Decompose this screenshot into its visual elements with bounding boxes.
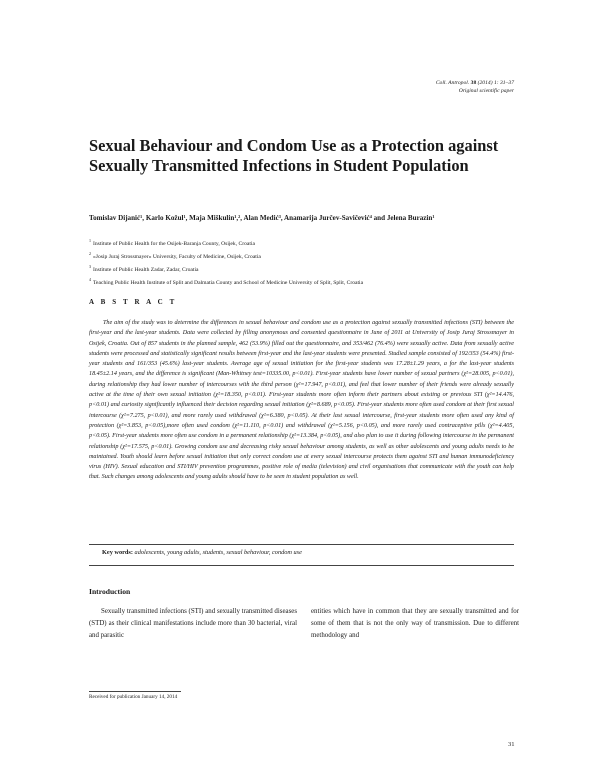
affiliation-item (89, 249, 529, 262)
citation-suffix: (2014) 1: 31–37 (477, 80, 514, 86)
introduction-heading: Introduction (89, 587, 131, 596)
affiliation-item (89, 275, 529, 288)
introduction-right-column: entities which have in common that they are sexually transmitted and for some of them that is not the only way of transmission. Due to different methodology and (311, 608, 519, 639)
keywords-top-rule (89, 544, 514, 545)
affiliation-number: 3 (89, 264, 91, 270)
author-list: Tomislav Dijanić¹, Karlo Kožul¹, Maja Miškulin¹,², Alan Medić³, Anamarija Jurčev-Savičević⁴ and Jelena Burazin¹ (89, 214, 435, 222)
keywords (102, 549, 517, 556)
article-type: Original scientific paper (458, 87, 514, 94)
citation-line (264, 80, 514, 88)
citation-volume: 38 (470, 80, 477, 86)
affiliation-number: 4 (89, 277, 91, 283)
keywords-text: adolescents, young adults, students, sexual behaviour, condom use (134, 549, 302, 556)
keywords-bottom-rule (89, 565, 514, 566)
footnote-rule (89, 691, 181, 692)
abstract-heading: A B S T R A C T (89, 298, 177, 306)
introduction-left-column: Sexually transmitted infections (STI) and sexually transmitted diseases (STD) as their clinical manifestations include more than 30 bacterial, viral and parasitic (89, 608, 297, 639)
affiliation-text: Institute of Public Health Zadar, Zadar, Croatia (93, 267, 199, 274)
journal-citation (264, 80, 514, 95)
affiliation-number: 1 (89, 238, 91, 243)
affiliation-text: »Josip Juraj Strossmayer« University, Faculty of Medicine, Osijek, Croatia (93, 254, 261, 261)
page-number: 31 (508, 741, 515, 748)
affiliation-text: Teaching Public Health Institute of Split and Dalmatia County and School of Medicine University of Split, Split, Croatia (93, 280, 364, 287)
keywords-label: Key words: (102, 549, 133, 556)
paper-title: Sexual Behaviour and Condom Use as a Protection against Sexually Transmitted Infections in Student Population (89, 136, 499, 175)
affiliation-item (89, 262, 529, 275)
abstract-body: The aim of the study was to determine the differences in sexual behaviour and condom use as a protection against sexually transmitted infections (STI) between the first-year and the last-year students. Data were collected by filling anonymous and consented questionnaire in June of 2011 at University of Josip Juraj Strossmayer in Osijek, Croatia. Out of 857 students in the planned sample, 462 (53.9%) filled out the questionnaire, and 353/462 (76.4%) were sexually active. Data from sexually active students were processed and statistically significant results between first-year and the last-year students were presented. Studied sample consisted of 192/353 (54.4%) first-year students and 161/353 (45.6%) last-year students. Average age of sexual initiation for the first-year students was 17.28±1.29 years, a for the last-year students 18.45±2.14 years, and the difference is significant (Man-Whitney test=10335.00, p<0.01). First-year students have lower number of sexual partners (χ²=28.005, p<0.01), during relationship they had lower number of intercourses with the third person (χ²=17.947, p<0.01), and feel that lower number of their friends were already sexually active at the time of their own sexual initiation (χ²=18.350, p<0.01). First-year students more often inform their partners about existing or previous STI (χ²=14.476, p<0.01) and curiosity significantly influenced their decision regarding sexual initiation (χ²=8.689, p<0.05). First-year students more often used condom at their first sexual intercourse (χ²=7.275, p<0.01), and more rarely used withdrawal (χ²=6.380, p<0.05). At their last sexual intercourse, first-year students more often used any kind of protection (χ²=3.853, p<0.05),more often used condom (χ²=11.110, p<0.01) and withdrawal (χ²=5.156, p<0.05), and more rarely used contraceptive pills (χ²=4.405, p<0.05). First-year students more often use condom in a permanent relationship (χ²=13.384, p<0.05), and also plan to use it during following intercourse in the permanent relationship (χ²=17.575, p<0.01). Growing condom use and decreasing risky sexual behaviour among students, as well as other adolescents and young adults needs to be maintained. Youth should learn before sexual initiation that only correct condom use at every sexual intercourse protects them against STI and human immunodeficiency virus (HIV). Sexual education and STI/HIV prevention programmes, positive role of media (television) and civil organisations that communicate with the youth can help that. Such changes among adolescents and young adults should have to be seen in student population as well. (89, 320, 514, 481)
citation-prefix: Coll. Antropol. (435, 80, 470, 86)
affiliation-list (89, 236, 529, 289)
affiliation-item (89, 236, 529, 249)
received-date-footnote: Received for publication January 14, 2014 (89, 694, 178, 700)
affiliation-text: Institute of Public Health for the Osijek-Baranja County, Osijek, Croatia (93, 240, 255, 247)
affiliation-number: 2 (89, 251, 91, 257)
